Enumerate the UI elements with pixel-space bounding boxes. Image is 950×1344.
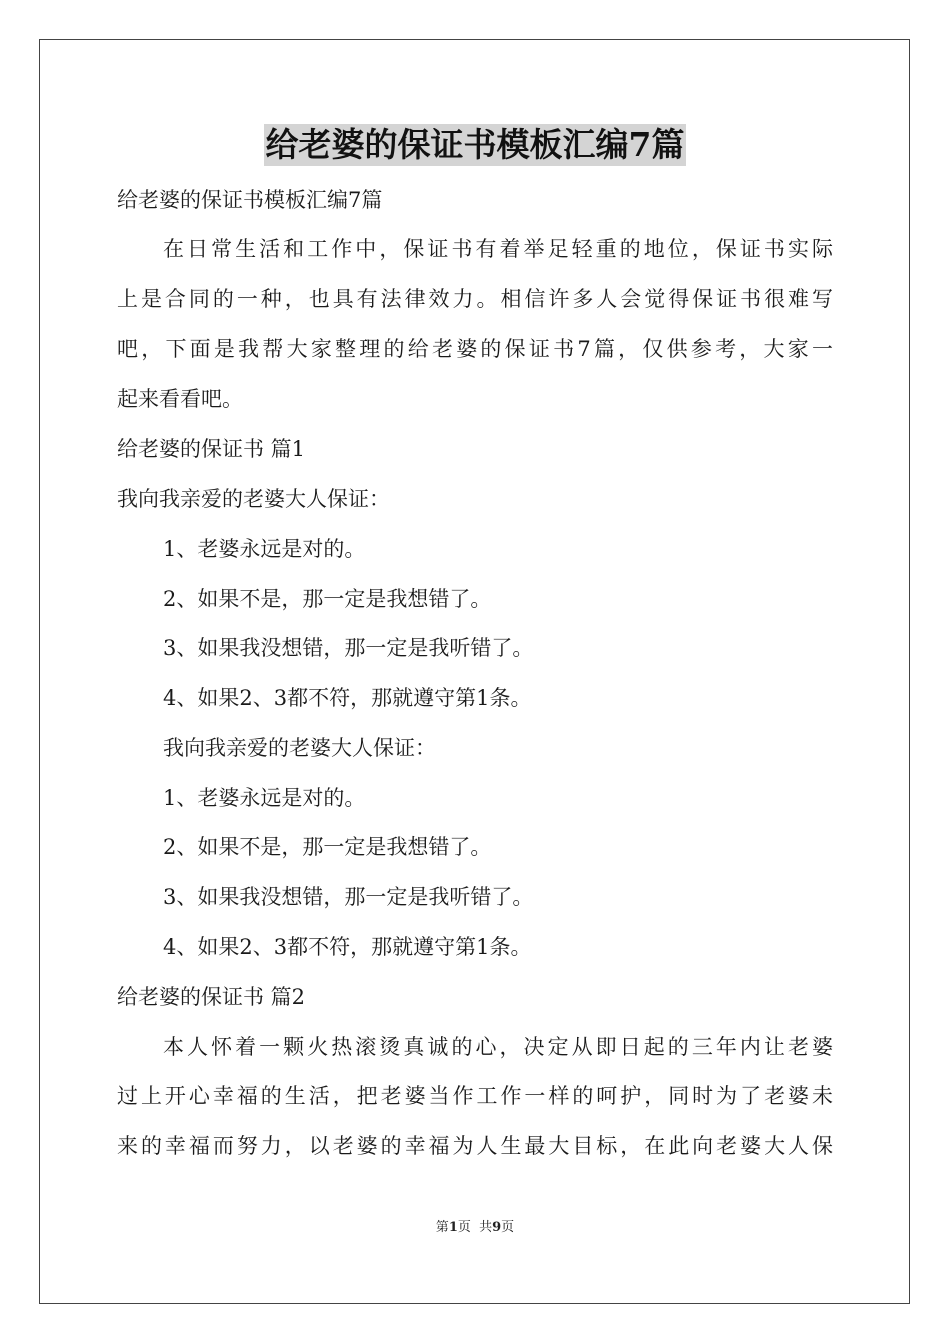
list-item: 3、如果我没想错，那一定是我听错了。 [163,885,534,909]
footer-suffix: 页 [501,1220,515,1235]
paragraph-line: 吧，下面是我帮大家整理的给老婆的保证书7篇，仅供参考，大家一 [117,337,833,361]
paragraph-line: 在日常生活和工作中，保证书有着举足轻重的地位，保证书实际 [163,237,833,261]
list-item: 4、如果2、3都不符，那就遵守第1条。 [163,935,532,959]
footer-current-page: 1 [448,1220,458,1235]
list-item: 3、如果我没想错，那一定是我听错了。 [163,636,534,660]
subtitle-line: 给老婆的保证书模板汇编7篇 [117,188,383,212]
page-footer [0,1220,950,1236]
paragraph-line: 本人怀着一颗火热滚烫真诚的心，决定从即日起的三年内让老婆 [163,1035,833,1059]
list-item: 1、老婆永远是对的。 [163,786,366,810]
document-title: 给老婆的保证书模板汇编7篇 [265,125,685,164]
list-item: 2、如果不是，那一定是我想错了。 [163,835,492,859]
list-item: 1、老婆永远是对的。 [163,537,366,561]
section-heading: 给老婆的保证书 篇2 [117,985,306,1009]
title-container [0,124,950,166]
list-item: 2、如果不是，那一定是我想错了。 [163,587,492,611]
page-border [39,39,910,1304]
paragraph-line: 起来看看吧。 [117,387,243,411]
paragraph-line: 来的幸福而努力，以老婆的幸福为人生最大目标，在此向老婆大人保 [117,1134,833,1158]
paragraph-line: 我向我亲爱的老婆大人保证： [163,736,436,760]
paragraph-line: 过上开心幸福的生活，把老婆当作工作一样的呵护，同时为了老婆未 [117,1084,833,1108]
section-heading: 给老婆的保证书 篇1 [117,437,306,461]
footer-total-pages: 9 [492,1220,502,1235]
footer-prefix: 第 [435,1220,449,1235]
footer-mid: 页 共 [457,1220,493,1235]
paragraph-line: 我向我亲爱的老婆大人保证： [117,487,390,511]
list-item: 4、如果2、3都不符，那就遵守第1条。 [163,686,532,710]
paragraph-line: 上是合同的一种，也具有法律效力。相信许多人会觉得保证书很难写 [117,287,833,311]
